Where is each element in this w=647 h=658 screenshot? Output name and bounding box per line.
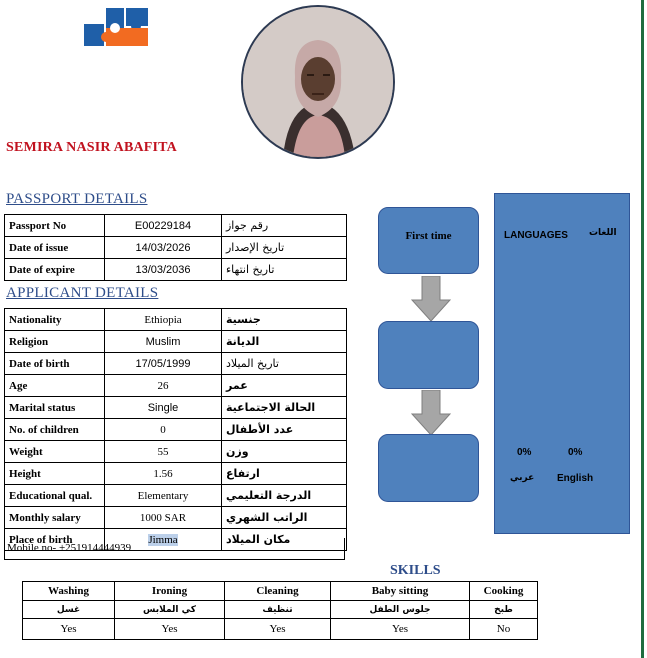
age-arabic: عمر (222, 375, 347, 397)
table-row (5, 463, 347, 485)
children-label: No. of children (5, 419, 105, 441)
person-portrait-icon (243, 7, 393, 157)
languages-title: LANGUAGES (504, 230, 568, 241)
table-row (5, 331, 347, 353)
religion-value: Muslim (105, 331, 222, 353)
mobile-number: Mobile no- +251914444939 (4, 538, 345, 560)
table-row (5, 215, 347, 237)
skill-ironing-arabic: كي الملابس (115, 601, 225, 619)
passport-table (4, 214, 347, 281)
nationality-value: Ethiopia (105, 309, 222, 331)
table-row (5, 259, 347, 281)
skill-ironing-name: Ironing (115, 582, 225, 601)
skill-babysitting-arabic: جلوس الطفل (331, 601, 470, 619)
table-row (5, 397, 347, 419)
issue-date-value: 14/03/2026 (105, 237, 222, 259)
table-row (5, 309, 347, 331)
flow-box-2 (378, 321, 479, 389)
expire-date-value: 13/03/2036 (105, 259, 222, 281)
expire-date-label: Date of expire (5, 259, 105, 281)
table-row (5, 507, 347, 529)
marital-status-label: Marital status (5, 397, 105, 419)
birth-date-label: Date of birth (5, 353, 105, 375)
education-arabic: الدرجة التعليمي (222, 485, 347, 507)
table-row (23, 601, 538, 619)
table-row (23, 619, 538, 640)
skill-cooking-answer: No (470, 619, 538, 640)
arabic-percent: 0% (517, 447, 532, 458)
skill-babysitting-answer: Yes (331, 619, 470, 640)
salary-label: Monthly salary (5, 507, 105, 529)
languages-panel (494, 193, 630, 534)
passport-no-label: Passport No (5, 215, 105, 237)
table-row (5, 237, 347, 259)
salary-arabic: الراتب الشهري (222, 507, 347, 529)
arrow-down-icon (411, 276, 451, 322)
skill-cleaning-answer: Yes (225, 619, 331, 640)
religion-label: Religion (5, 331, 105, 353)
age-value: 26 (105, 375, 222, 397)
education-label: Educational qual. (5, 485, 105, 507)
skill-cleaning-name: Cleaning (225, 582, 331, 601)
table-row (5, 353, 347, 375)
issue-date-arabic: تاريخ الإصدار (222, 237, 347, 259)
children-value: 0 (105, 419, 222, 441)
table-row (5, 485, 347, 507)
table-row (5, 419, 347, 441)
expire-date-arabic: تاريخ انتهاء (222, 259, 347, 281)
nationality-label: Nationality (5, 309, 105, 331)
children-arabic: عدد الأطفال (222, 419, 347, 441)
weight-label: Weight (5, 441, 105, 463)
age-label: Age (5, 375, 105, 397)
flow-box-3 (378, 434, 479, 502)
birth-place-arabic: مكان الميلاد (222, 529, 347, 551)
nationality-arabic: جنسية (222, 309, 347, 331)
religion-arabic: الديانة (222, 331, 347, 353)
english-language-label: English (557, 473, 594, 484)
skill-ironing-answer: Yes (115, 619, 225, 640)
applicant-details-title: APPLICANT DETAILS (6, 285, 159, 301)
issue-date-label: Date of issue (5, 237, 105, 259)
education-value: Elementary (105, 485, 222, 507)
skill-washing-arabic: غسل (23, 601, 115, 619)
skills-table (22, 581, 538, 640)
table-row (23, 582, 538, 601)
skills-title: SKILLS (390, 563, 441, 578)
marital-status-arabic: الحالة الاجتماعية (222, 397, 347, 419)
weight-value: 55 (105, 441, 222, 463)
skill-cooking-arabic: طبخ (470, 601, 538, 619)
birth-date-arabic: تاريخ الميلاد (222, 353, 347, 375)
table-row (5, 441, 347, 463)
birth-place-label: Place of birth (5, 529, 105, 551)
height-value: 1.56 (105, 463, 222, 485)
salary-value: 1000 SAR (105, 507, 222, 529)
applicant-table (4, 308, 347, 551)
page-edge-bar (641, 0, 644, 658)
marital-status-value: Single (105, 397, 222, 419)
height-arabic: ارتفاع (222, 463, 347, 485)
flow-box-first-time-label: First time (405, 230, 452, 242)
passport-no-value: E00229184 (105, 215, 222, 237)
passport-no-arabic: رقم جواز (222, 215, 347, 237)
applicant-photo (241, 5, 395, 159)
candidate-name: SEMIRA NASIR ABAFITA (6, 140, 177, 155)
birth-place-value: Jimma (148, 533, 178, 546)
weight-arabic: وزن (222, 441, 347, 463)
languages-title-arabic: اللغات (589, 228, 617, 238)
height-label: Height (5, 463, 105, 485)
skill-babysitting-name: Baby sitting (331, 582, 470, 601)
skill-washing-name: Washing (23, 582, 115, 601)
skill-cleaning-arabic: تنظيف (225, 601, 331, 619)
skill-washing-answer: Yes (23, 619, 115, 640)
skill-cooking-name: Cooking (470, 582, 538, 601)
arabic-language-label: عربي (510, 473, 535, 483)
english-percent: 0% (568, 447, 583, 458)
puzzle-logo-icon (84, 6, 150, 48)
passport-details-title: PASSPORT DETAILS (6, 191, 148, 207)
flow-box-first-time (378, 207, 479, 274)
birth-date-value: 17/05/1999 (105, 353, 222, 375)
arrow-down-icon (411, 390, 451, 436)
table-row (5, 375, 347, 397)
